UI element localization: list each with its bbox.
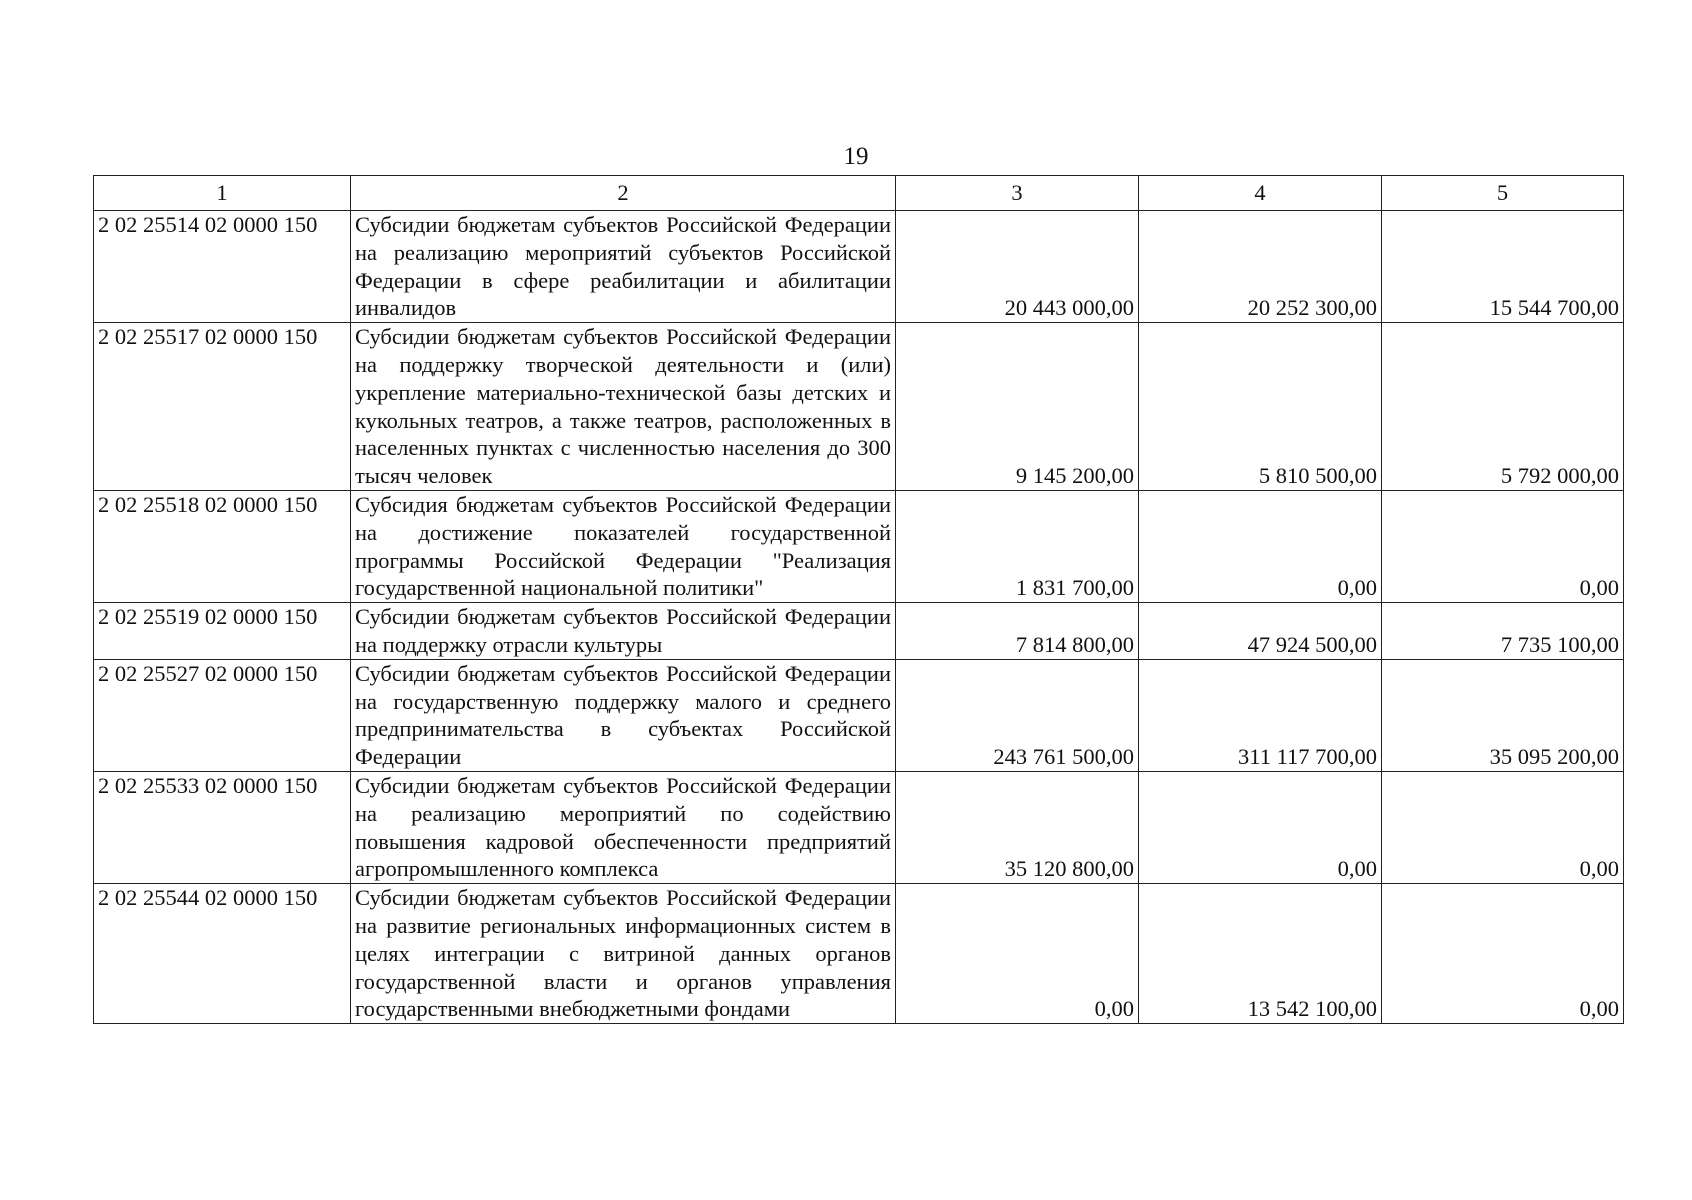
row-description: Субсидии бюджетам субъектов Российской Федерации на поддержку творческой деятельности и (или) укрепление материально-технической базы детских и кукольных театров, а также театров, расположенных в населенных пунктах с численностью населения до 300 тысяч человек — [351, 323, 896, 491]
amount-col-5: 0,00 — [1382, 884, 1624, 1024]
budget-table — [93, 175, 1624, 1024]
amount-col-5: 35 095 200,00 — [1382, 659, 1624, 771]
budget-code: 2 02 25517 02 0000 150 — [94, 323, 351, 491]
table-row — [94, 884, 1624, 1024]
amount-col-4: 5 810 500,00 — [1139, 323, 1382, 491]
header-col-1: 1 — [94, 176, 351, 211]
row-description: Субсидии бюджетам субъектов Российской Федерации на поддержку отрасли культуры — [351, 603, 896, 660]
row-description: Субсидия бюджетам субъектов Российской Федерации на достижение показателей государственной программы Российской Федерации "Реализация государственной национальной политики" — [351, 490, 896, 602]
row-description: Субсидии бюджетам субъектов Российской Федерации на развитие региональных информационных систем в целях интеграции с витриной данных органов государственной власти и органов управления государственными внебюджетными фондами — [351, 884, 896, 1024]
amount-col-5: 0,00 — [1382, 490, 1624, 602]
table-row — [94, 771, 1624, 883]
amount-col-3: 9 145 200,00 — [896, 323, 1139, 491]
amount-col-3: 20 443 000,00 — [896, 211, 1139, 323]
budget-code: 2 02 25527 02 0000 150 — [94, 659, 351, 771]
budget-code: 2 02 25533 02 0000 150 — [94, 771, 351, 883]
amount-col-5: 5 792 000,00 — [1382, 323, 1624, 491]
table-row — [94, 323, 1624, 491]
amount-col-3: 1 831 700,00 — [896, 490, 1139, 602]
amount-col-4: 13 542 100,00 — [1139, 884, 1382, 1024]
budget-code: 2 02 25544 02 0000 150 — [94, 884, 351, 1024]
table-row — [94, 603, 1624, 660]
budget-code: 2 02 25518 02 0000 150 — [94, 490, 351, 602]
header-col-5: 5 — [1382, 176, 1624, 211]
table-row — [94, 659, 1624, 771]
row-description: Субсидии бюджетам субъектов Российской Федерации на реализацию мероприятий субъектов Российской Федерации в сфере реабилитации и абилитации инвалидов — [351, 211, 896, 323]
amount-col-4: 20 252 300,00 — [1139, 211, 1382, 323]
table-row — [94, 490, 1624, 602]
amount-col-3: 0,00 — [896, 884, 1139, 1024]
amount-col-5: 7 735 100,00 — [1382, 603, 1624, 660]
amount-col-4: 47 924 500,00 — [1139, 603, 1382, 660]
header-col-3: 3 — [896, 176, 1139, 211]
amount-col-3: 35 120 800,00 — [896, 771, 1139, 883]
amount-col-4: 0,00 — [1139, 490, 1382, 602]
amount-col-4: 0,00 — [1139, 771, 1382, 883]
amount-col-4: 311 117 700,00 — [1139, 659, 1382, 771]
table-row — [94, 211, 1624, 323]
budget-code: 2 02 25519 02 0000 150 — [94, 603, 351, 660]
header-row — [94, 176, 1624, 211]
header-col-4: 4 — [1139, 176, 1382, 211]
amount-col-3: 7 814 800,00 — [896, 603, 1139, 660]
page-number: 19 — [843, 143, 869, 170]
budget-code: 2 02 25514 02 0000 150 — [94, 211, 351, 323]
amount-col-5: 0,00 — [1382, 771, 1624, 883]
header-col-2: 2 — [351, 176, 896, 211]
amount-col-5: 15 544 700,00 — [1382, 211, 1624, 323]
row-description: Субсидии бюджетам субъектов Российской Федерации на государственную поддержку малого и среднего предпринимательства в субъектах Российской Федерации — [351, 659, 896, 771]
row-description: Субсидии бюджетам субъектов Российской Федерации на реализацию мероприятий по содействию повышения кадровой обеспеченности предприятий агропромышленного комплекса — [351, 771, 896, 883]
amount-col-3: 243 761 500,00 — [896, 659, 1139, 771]
